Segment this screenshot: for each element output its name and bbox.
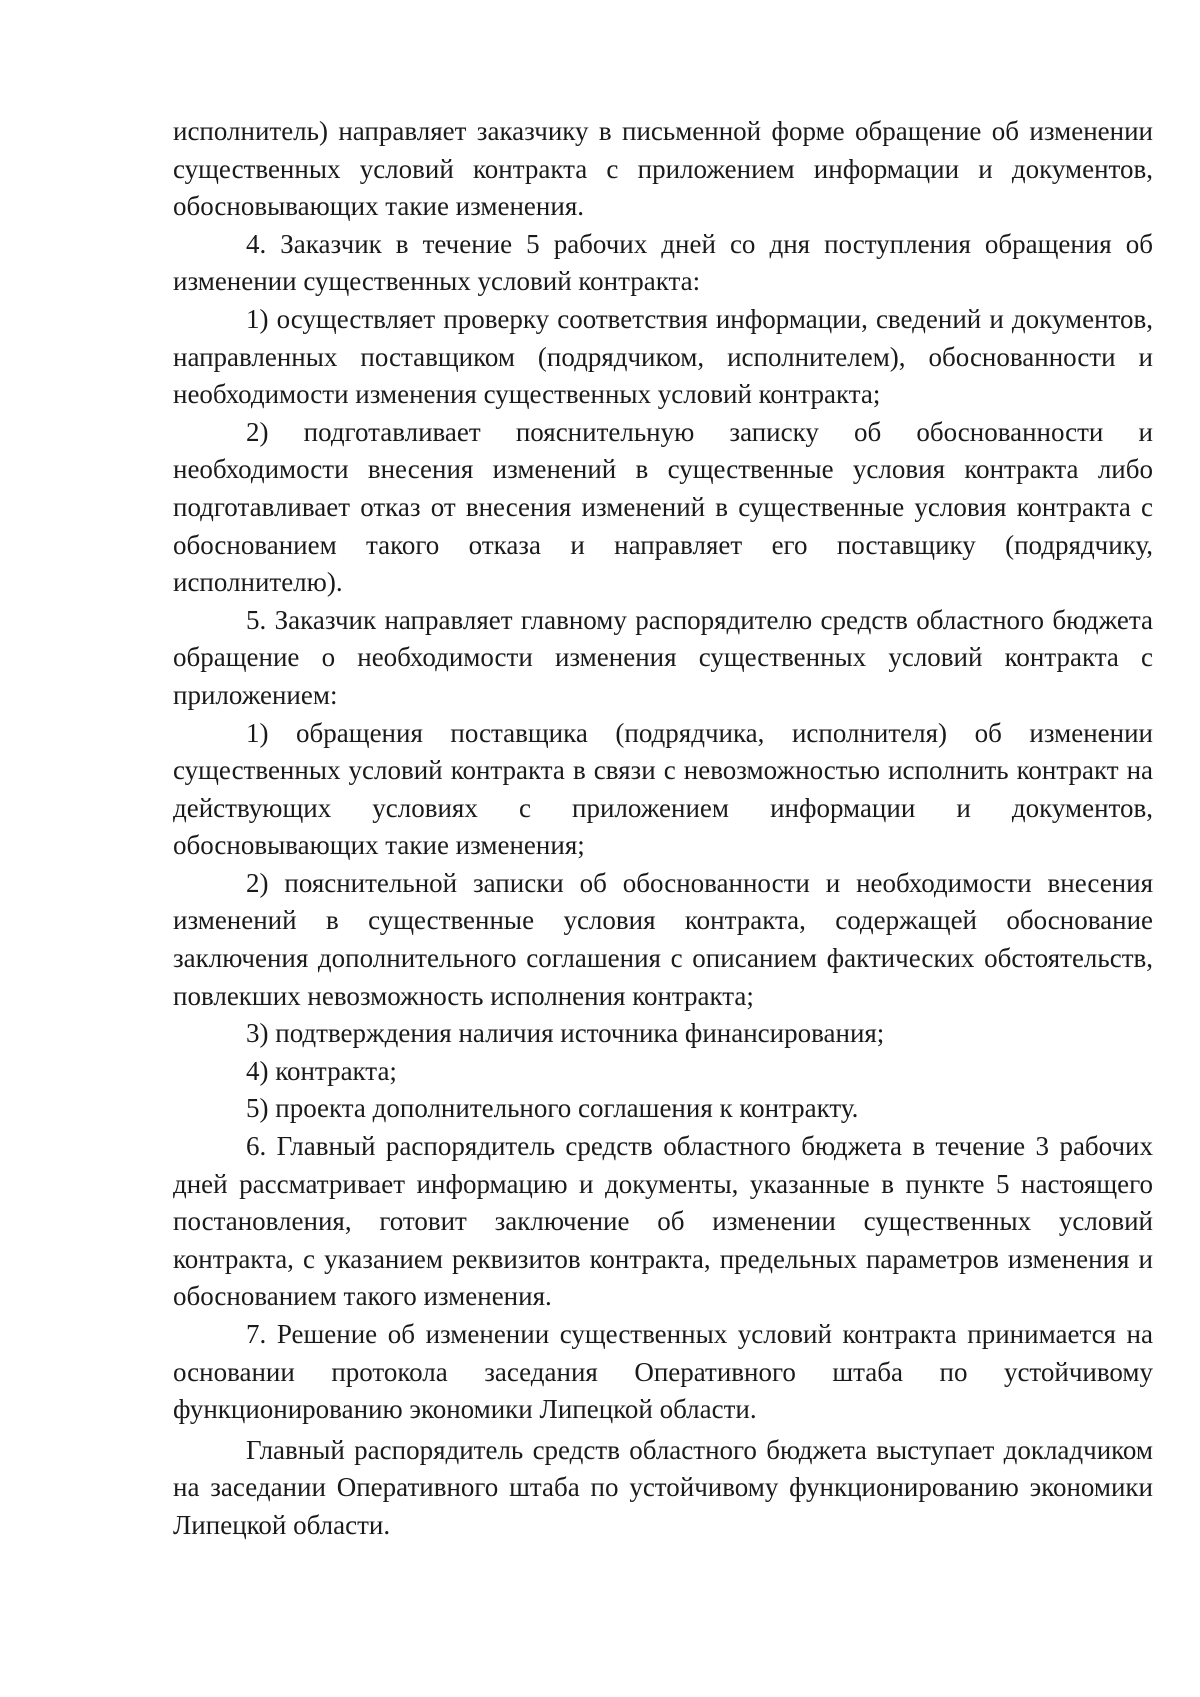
paragraph-item-7: 7. Решение об изменении существенных условий контракта принимается на основании протокола заседания Оперативного штаба по устойчивому функционированию экономики Липецкой области. [173,1319,1153,1425]
paragraph-item-4-2: 2) подготавливает пояснительную записку об обоснованности и необходимости внесения изменений в существенные условия контракта либо подготавливает отказ от внесения изменений в существенные условия контракта с обоснованием такого отказа и направляет его поставщику (подрядчику, исполнителю). [173,416,1153,598]
paragraph-item-4-1: 1) осуществляет проверку соответствия информации, сведений и документов, направленных поставщиком (подрядчиком, исполнителем), обоснованности и необходимости изменения существенных условий контракта; [173,303,1153,410]
paragraph-final: Главный распорядитель средств областного бюджета выступает докладчиком на заседании Оперативного штаба по устойчивому функционированию экономики Липецкой области. [173,1434,1153,1540]
paragraph-item-5-3: 3) подтверждения наличия источника финансирования; [246,1018,885,1049]
paragraph-item-6: 6. Главный распорядитель средств областного бюджета в течение 3 рабочих дней рассматривает информацию и документы, указанные в пункте 5 настоящего постановления, готовит заключение об изменении существенных условий контракта, с указанием реквизитов контракта, предельных параметров изменения и обоснованием такого изменения. [173,1131,1153,1312]
document-body [173,113,1153,1545]
paragraph-item-5-1: 1) обращения поставщика (подрядчика, исполнителя) об изменении существенных условий контракта в связи с невозможностью исполнить контракт на действующих условиях с приложением информации и документов, обосновывающих такие изменения; [173,717,1153,861]
paragraph-continuation: исполнитель) направляет заказчику в письменной форме обращение об изменении существенных условий контракта с приложением информации и документов, обосновывающих такие изменения. [173,116,1153,222]
paragraph-item-4: 4. Заказчик в течение 5 рабочих дней со дня поступления обращения об изменении существенных условий контракта: [173,228,1153,297]
paragraph-item-5: 5. Заказчик направляет главному распорядителю средств областного бюджета обращение о необходимости изменения существенных условий контракта с приложением: [173,604,1153,710]
paragraph-item-5-5: 5) проекта дополнительного соглашения к контракту. [246,1093,859,1124]
paragraph-item-5-4: 4) контракта; [246,1055,397,1086]
paragraph-item-5-2: 2) пояснительной записки об обоснованности и необходимости внесения изменений в существенные условия контракта, содержащей обоснование заключения дополнительного соглашения с описанием фактических обстоятельств, повлекших невозможность исполнения контракта; [173,867,1153,1011]
